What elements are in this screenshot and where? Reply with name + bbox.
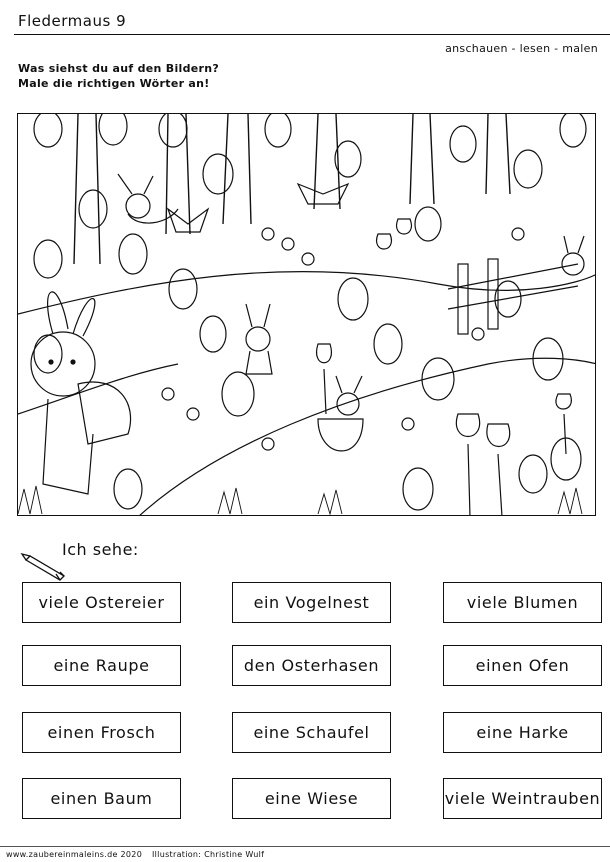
footer-divider xyxy=(0,846,610,847)
worksheet-title: Fledermaus 9 xyxy=(18,12,127,30)
word-option[interactable]: den Osterhasen xyxy=(232,645,391,686)
footer-credit: Illustration: Christine Wulf xyxy=(152,850,265,859)
easter-scene-illustration xyxy=(17,113,596,516)
grass xyxy=(18,486,582,514)
word-option[interactable]: eine Harke xyxy=(443,712,602,753)
flowers xyxy=(162,219,571,516)
bats xyxy=(168,184,348,232)
instruction-line-1: Was siehst du auf den Bildern? xyxy=(18,62,220,75)
fence xyxy=(448,259,578,334)
header-divider xyxy=(14,34,610,35)
easter-eggs xyxy=(34,114,586,510)
prompt-label: Ich sehe: xyxy=(62,540,139,559)
word-option[interactable]: ein Vogelnest xyxy=(232,582,391,623)
word-option[interactable]: viele Weintrauben xyxy=(443,778,602,819)
word-option[interactable]: eine Raupe xyxy=(22,645,181,686)
word-option[interactable]: einen Ofen xyxy=(443,645,602,686)
word-option[interactable]: einen Baum xyxy=(22,778,181,819)
word-option[interactable]: einen Frosch xyxy=(22,712,181,753)
footer-site: www.zaubereinmaleins.de 2020 xyxy=(6,850,143,859)
word-option[interactable]: eine Schaufel xyxy=(232,712,391,753)
instruction-line-2: Male die richtigen Wörter an! xyxy=(18,77,210,90)
word-option[interactable]: viele Blumen xyxy=(443,582,602,623)
tree-trunks xyxy=(74,114,510,264)
word-option[interactable]: eine Wiese xyxy=(232,778,391,819)
pencil-icon xyxy=(20,552,68,584)
task-hint: anschauen - lesen - malen xyxy=(445,42,598,55)
word-option[interactable]: viele Ostereier xyxy=(22,582,181,623)
